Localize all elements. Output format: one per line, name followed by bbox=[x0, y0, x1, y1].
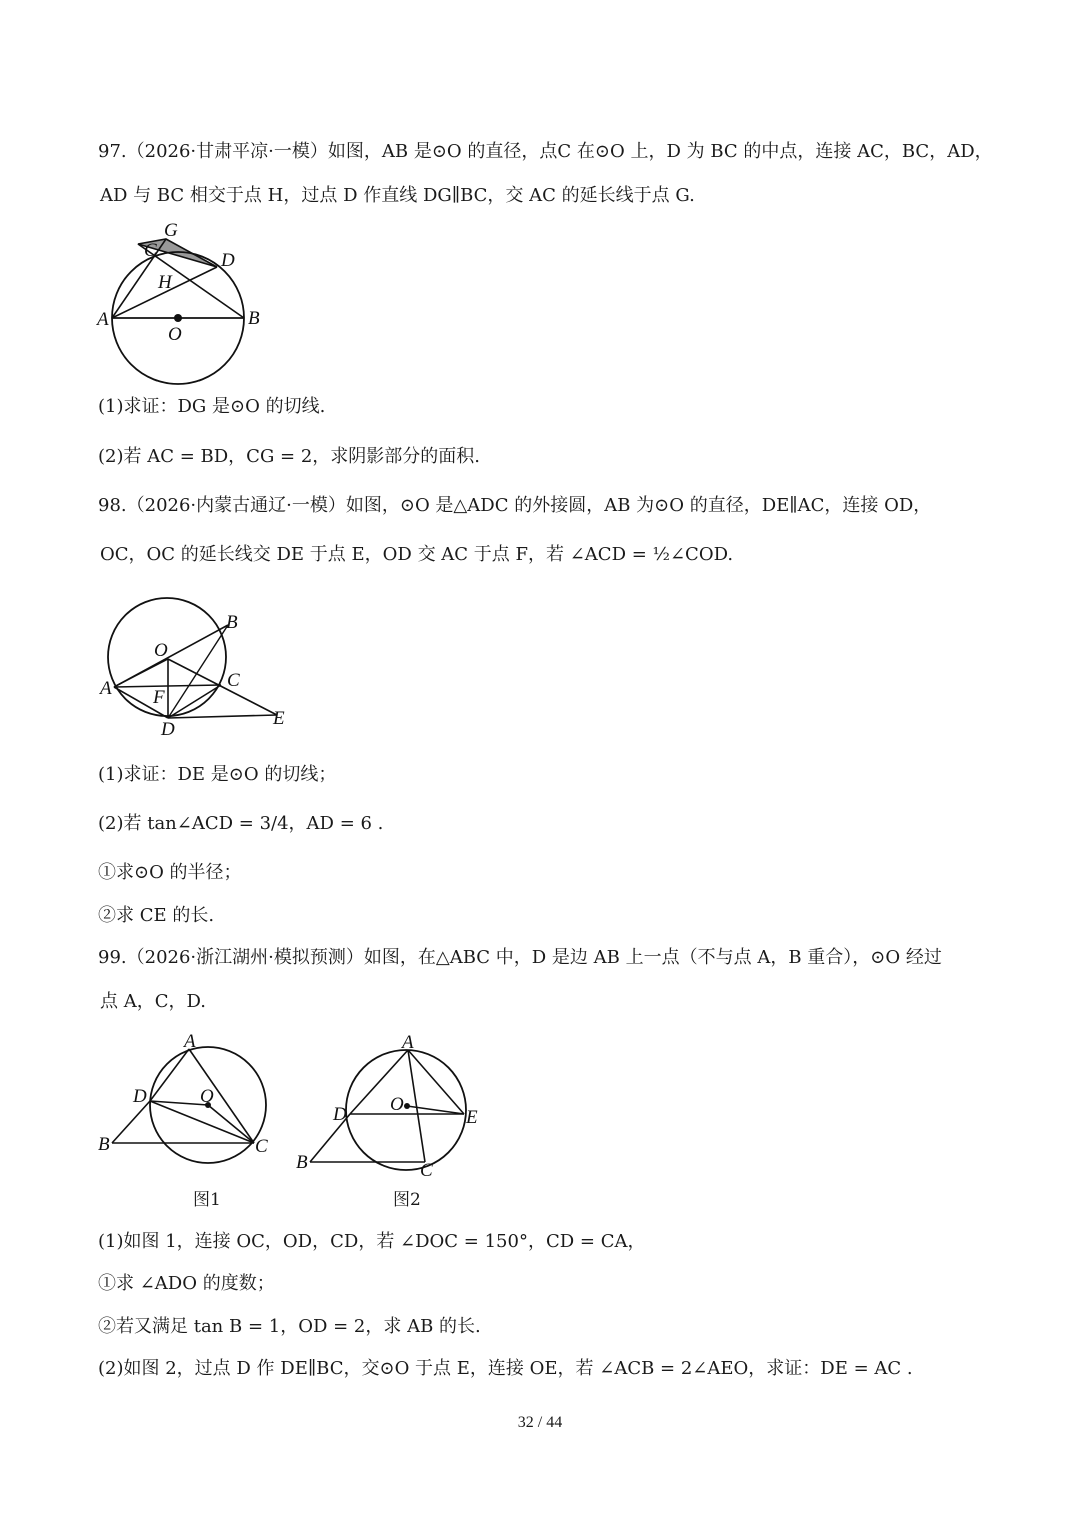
problem-97-line2: AD 与 BC 相交于点 H，过点 D 作直线 DG∥BC，交 AC 的延长线于点 G. bbox=[100, 185, 695, 206]
label-o: O bbox=[168, 324, 182, 345]
problem-98-q2: (2)若 tan∠ACD = 3/4，AD = 6 . bbox=[98, 813, 384, 834]
figure-99-1 bbox=[92, 1030, 282, 1170]
caption-figure-1: 图1 bbox=[193, 1190, 221, 1210]
label-b: B bbox=[296, 1152, 308, 1173]
problem-98-q1: (1)求证：DE 是⊙O 的切线； bbox=[98, 764, 337, 785]
label-b: B bbox=[226, 612, 238, 633]
label-f: F bbox=[153, 687, 165, 708]
label-a: A bbox=[184, 1031, 196, 1052]
problem-99-q1a: ①求 ∠ADO 的度数； bbox=[98, 1273, 275, 1294]
label-o: O bbox=[200, 1086, 214, 1107]
problem-99-line2: 点 A，C，D. bbox=[100, 991, 207, 1012]
label-e: E bbox=[466, 1107, 478, 1128]
figure-97 bbox=[92, 214, 282, 389]
label-d: D bbox=[333, 1104, 347, 1125]
label-a: A bbox=[97, 309, 109, 330]
label-g: G bbox=[164, 220, 178, 241]
label-d: D bbox=[133, 1086, 147, 1107]
problem-99-q1b: ②若又满足 tan B = 1，OD = 2，求 AB 的长. bbox=[98, 1316, 481, 1337]
circle-o bbox=[346, 1050, 466, 1170]
page-number: 32 / 44 bbox=[517, 1414, 563, 1431]
problem-98-q2a: ①求⊙O 的半径； bbox=[98, 862, 242, 883]
label-c: C bbox=[227, 670, 240, 691]
label-c: C bbox=[255, 1136, 268, 1157]
label-d: D bbox=[161, 719, 175, 740]
caption-figure-2: 图2 bbox=[393, 1190, 421, 1210]
problem-97-q2: (2)若 AC = BD，CG = 2，求阴影部分的面积. bbox=[98, 446, 481, 467]
figure-99-2 bbox=[290, 1030, 490, 1180]
label-b: B bbox=[98, 1134, 110, 1155]
label-c: C bbox=[420, 1160, 433, 1180]
problem-97-line1: 97.（2026·甘肃平凉·一模）如图，AB 是⊙O 的直径，点C 在⊙O 上，D 为 BC 的中点，连接 AC，BC，AD， bbox=[98, 141, 993, 162]
label-h: H bbox=[158, 272, 172, 293]
problem-98-q2b: ②求 CE 的长. bbox=[98, 905, 215, 926]
figure-98 bbox=[96, 592, 296, 742]
label-e: E bbox=[273, 708, 285, 729]
label-a: A bbox=[402, 1032, 414, 1053]
problem-97-q1: (1)求证：DG 是⊙O 的切线. bbox=[98, 396, 326, 417]
label-c: C bbox=[144, 240, 157, 261]
label-o: O bbox=[154, 640, 168, 661]
label-a: A bbox=[100, 678, 112, 699]
problem-98-line2: OC，OC 的延长线交 DE 于点 E，OD 交 AC 于点 F，若 ∠ACD = ½∠COD. bbox=[100, 544, 734, 565]
problem-99-q1: (1)如图 1，连接 OC，OD，CD，若 ∠DOC = 150°，CD = CA， bbox=[98, 1231, 646, 1252]
label-o: O bbox=[390, 1094, 404, 1115]
problem-99-line1: 99.（2026·浙江湖州·模拟预测）如图，在△ABC 中，D 是边 AB 上一点（不与点 A，B 重合），⊙O 经过 bbox=[98, 947, 942, 968]
problem-99-q2: (2)如图 2，过点 D 作 DE∥BC，交⊙O 于点 E，连接 OE，若 ∠ACB = 2∠AEO，求证：DE = AC . bbox=[98, 1358, 913, 1379]
label-d: D bbox=[221, 250, 235, 271]
problem-98-line1: 98.（2026·内蒙古通辽·一模）如图，⊙O 是△ADC 的外接圆，AB 为⊙O 的直径，DE∥AC，连接 OD， bbox=[98, 495, 932, 516]
label-b: B bbox=[248, 308, 260, 329]
